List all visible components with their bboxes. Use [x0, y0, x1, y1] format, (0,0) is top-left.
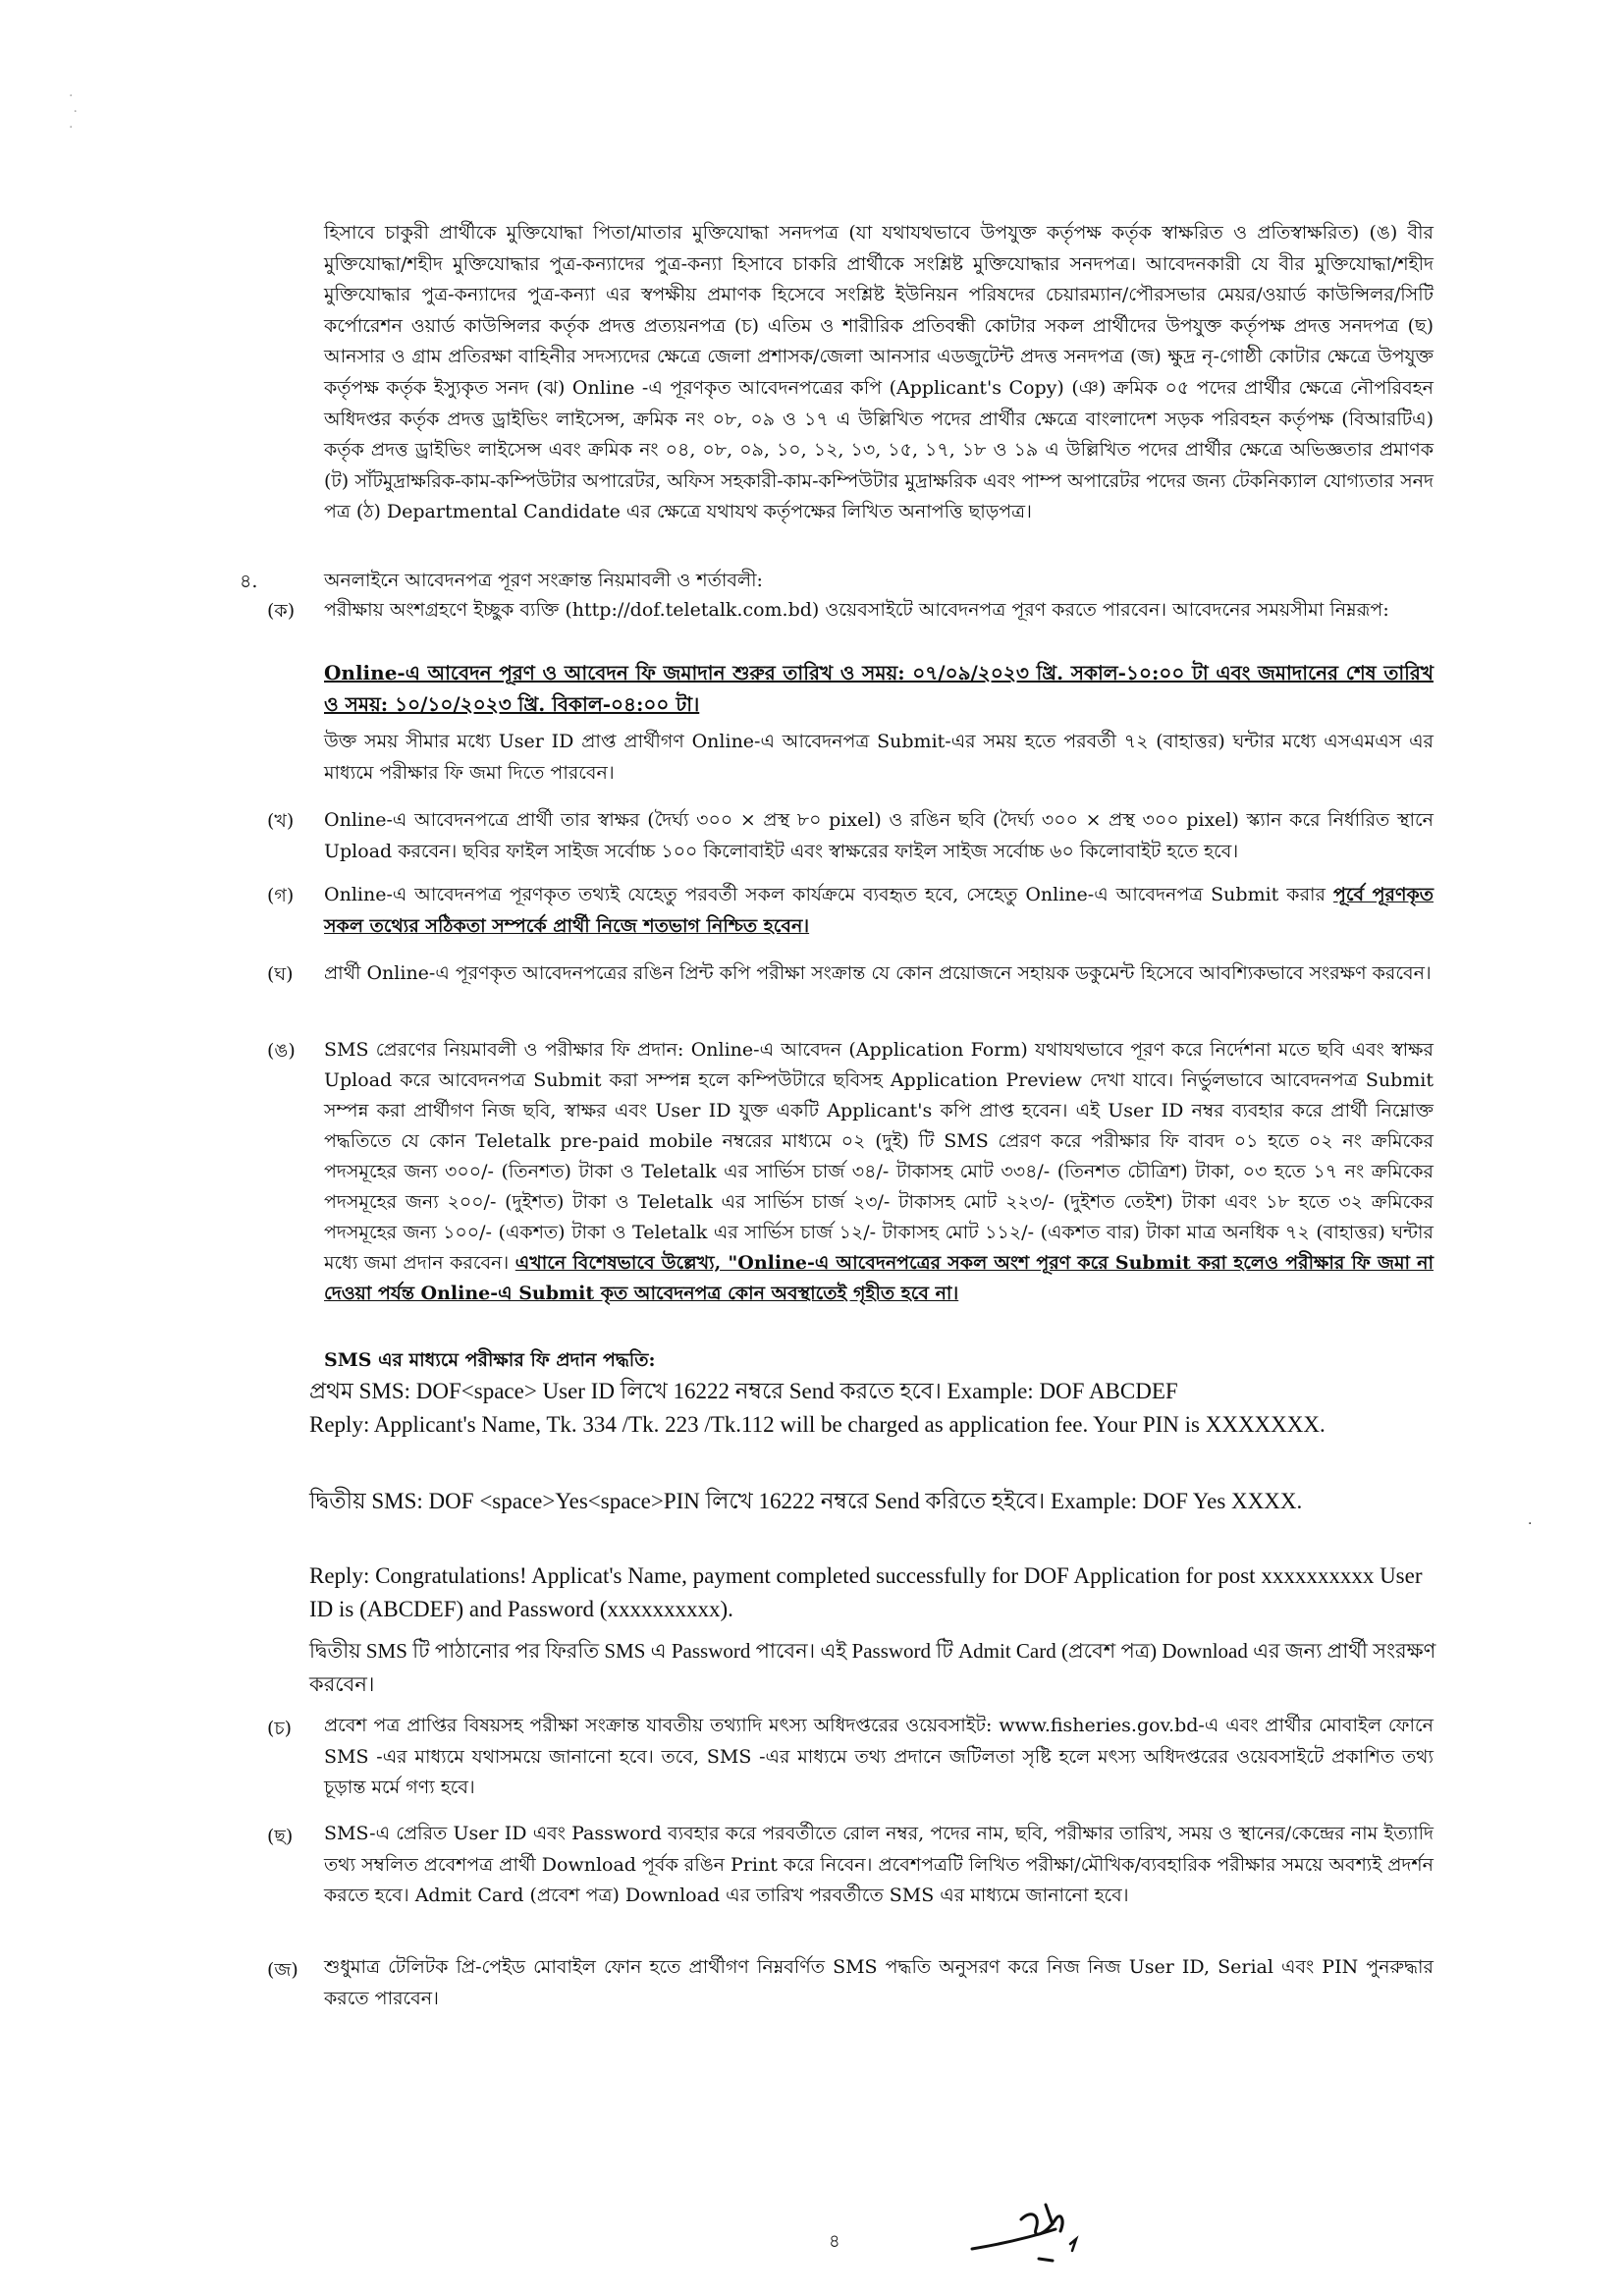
sms-second-reply: Reply: Congratulations! Applicat's Name, payment completed successfully for DOF Application for post xxxxxxxxxx User ID is (ABCDEF) and Password (xxxxxxxxxx).	[309, 1563, 1423, 1621]
item-cha-marker: (চ)	[267, 1718, 293, 1739]
item-cha-text: প্রবেশ পত্র প্রাপ্তির বিষয়সহ পরীক্ষা সংক্রান্ত যাবতীয় তথ্যাদি মৎস্য অধিদপ্তরের ওয়েবসাইট: www.fisheries.gov.bd-এ এবং প্রার্থীর মোবাইল ফোনে SMS -এর মাধ্যমে যথাসময়ে জানানো হবে। তবে, SMS -এর মাধ্যমে তথ্য প্রদানে জটিলতা সৃষ্টি হলে মৎস্য অধিদপ্তরের ওয়েবসাইটে প্রকাশিত তথ্য চূড়ান্ত মর্মে গণ্য হবে।	[324, 1715, 1434, 1799]
item-chha-marker: (ছ)	[267, 1826, 294, 1847]
item-gha-text: প্রার্থী Online-এ পূরণকৃত আবেদনপত্রের রঙিন প্রিন্ট কপি পরীক্ষা সংক্রান্ত যে কোন প্রয়োজনে সহায়ক ডকুমেন্ট হিসেবে আবশ্যিকভাবে সংরক্ষণ করবেন।	[324, 962, 1432, 984]
item-ka-marker: (ক)	[267, 600, 296, 622]
item-ka-followup: উক্ত সময় সীমার মধ্যে User ID প্রাপ্ত প্রার্থীগণ Online-এ আবেদনপত্র Submit-এর সময় হতে পরবর্তী ৭২ (বাহাত্তর) ঘন্টার মধ্যে এসএমএস এর মাধ্যমে পরীক্ষার ফি জমা দিতে পারবেন।	[324, 731, 1434, 784]
item-ka-text: পরীক্ষায় অংশগ্রহণে ইচ্ছুক ব্যক্তি (http://dof.teletalk.com.bd) ওয়েবসাইটে আবেদনপত্র পূরণ করতে পারবেন। আবেদনের সময়সীমা নিম্নরূপ:	[324, 599, 1389, 621]
item-uma-body: SMS প্রেরণের নিয়মাবলী ও পরীক্ষার ফি প্রদান: Online-এ আবেদন (Application Form) যথাযথভাবে পূরণ করে নির্দেশনা মতে ছবি এবং স্বাক্ষর Upload করে আবেদনপত্র Submit করা সম্পন্ন হলে কম্পিউটারে ছবিসহ Application Preview দেখা যাবে। নির্ভুলভাবে আবেদনপত্র Submit সম্পন্ন করা প্রার্থীগণ নিজ ছবি, স্বাক্ষর এবং User ID যুক্ত একটি Applicant's কপি প্রাপ্ত হবেন। এই User ID নম্বর ব্যবহার করে প্রার্থী নিম্নোক্ত পদ্ধতিতে যে কোন Teletalk pre-paid mobile নম্বরের মাধ্যমে ০২ (দুই) টি SMS প্রেরণ করে পরীক্ষার ফি বাবদ ০১ হতে ০২ নং ক্রমিকের পদসমূহের জন্য ৩০০/- (তিনশত) টাকা ও Teletalk এর সার্ভিস চার্জ ৩৪/- টাকাসহ মোট ৩৩৪/- (তিনশত চৌত্রিশ) টাকা, ০৩ হতে ১৭ নং ক্রমিকের পদসমূহের জন্য ২০০/- (দুইশত) টাকা ও Teletalk এর সার্ভিস চার্জ ২৩/- টাকাসহ মোট ২২৩/- (দুইশত তেইশ) টাকা এবং ১৮ হতে ৩২ ক্রমিকের পদসমূহের জন্য ১০০/- (একশত) টাকা ও Teletalk এর সার্ভিস চার্জ ১২/- টাকাসহ মোট ১১২/- (একশত বার) টাকা মাত্র অনধিক ৭২ (বাহাত্তর) ঘন্টার মধ্যে জমা প্রদান করবেন।	[324, 1039, 1434, 1274]
item-uma-emphasis: এখানে বিশেষভাবে উল্লেখ্য, "Online-এ আবেদনপত্রের সকল অংশ পূরণ করে Submit করা হলেও পরীক্ষার ফি জমা না দেওয়া পর্যন্ত Online-এ Submit কৃত আবেদনপত্র কোন অবস্থাতেই গৃহীত হবে না।	[324, 1252, 1434, 1304]
item-ga-marker: (গ)	[267, 885, 295, 906]
page-number: ৪	[829, 2231, 840, 2252]
item-ja-text: শুধুমাত্র টেলিটক প্রি-পেইড মোবাইল ফোন হতে প্রার্থীগণ নিম্নবর্ণিত SMS পদ্ধতি অনুসরণ করে নিজ নিজ User ID, Serial এবং PIN পুনরুদ্ধার করতে পারবেন।	[324, 1956, 1434, 2009]
item-chha-text: SMS-এ প্রেরিত User ID এবং Password ব্যবহার করে পরবর্তীতে রোল নম্বর, পদের নাম, ছবি, পরীক্ষার তারিখ, সময় ও স্থানের/কেন্দ্রের নাম ইত্যাদি তথ্য সম্বলিত প্রবেশপত্র প্রার্থী Download পূর্বক রঙিন Print করে নিবেন। প্রবেশপত্রটি লিখিত পরীক্ষা/মৌখিক/ব্যবহারিক পরীক্ষার সময়ে অবশ্যই প্রদর্শন করতে হবে। Admit Card (প্রবেশ পত্র) Download এর তারিখ পরবর্তীতে SMS এর মাধ্যমে জানানো হবে।	[324, 1823, 1434, 1907]
sms-after-note: দ্বিতীয় SMS টি পাঠানোর পর ফিরতি SMS এ Password পাবেন। এই Password টি Admit Card (প্রবেশ পত্র) Download এর জন্য প্রার্থী সংরক্ষণ করবেন।	[309, 1639, 1436, 1696]
section-number: ৪.	[240, 571, 258, 592]
item-ka-deadline: Online-এ আবেদন পূরণ ও আবেদন ফি জমাদান শুরুর তারিখ ও সময়: ০৭/০৯/২০২৩ খ্রি. সকাল-১০:০০ টা এবং জমাদানের শেষ তারিখ ও সময়: ১০/১০/২০২৩ খ্রি. বিকাল-০৪:০০ টা।	[324, 661, 1434, 716]
sms-heading: SMS এর মাধ্যমে পরীক্ষার ফি প্রদান পদ্ধতি:	[324, 1349, 656, 1371]
intro-paragraph: হিসাবে চাকুরী প্রার্থীকে মুক্তিযোদ্ধা পিতা/মাতার মুক্তিযোদ্ধা সনদপত্র (যা যথাযথভাবে উপযুক্ত কর্তৃপক্ষ কর্তৃক স্বাক্ষরিত ও প্রতিস্বাক্ষরিত) (ঙ) বীর মুক্তিযোদ্ধা/শহীদ মুক্তিযোদ্ধার পুত্র-কন্যাদের পুত্র-কন্যা হিসাবে চাকরি প্রার্থীকে সংশ্লিষ্ট মুক্তিযোদ্ধার সনদপত্র। আবেদনকারী যে বীর মুক্তিযোদ্ধা/শহীদ মুক্তিযোদ্ধার পুত্র-কন্যাদের পুত্র-কন্যা এর স্বপক্ষীয় প্রমাণক হিসেবে সংশ্লিষ্ট ইউনিয়ন পরিষদের চেয়ারম্যান/পৌরসভার মেয়র/ওয়ার্ড কাউন্সিলর/সিটি কর্পোরেশন ওয়ার্ড কাউন্সিলর কর্তৃক প্রদত্ত প্রত্যয়নপত্র (চ) এতিম ও শারীরিক প্রতিবন্ধী কোটার সকল প্রার্থীদের উপযুক্ত কর্তৃপক্ষ প্রদত্ত সনদপত্র (ছ) আনসার ও গ্রাম প্রতিরক্ষা বাহিনীর সদস্যদের ক্ষেত্রে জেলা প্রশাসক/জেলা আনসার এডজুটেন্ট প্রদত্ত সনদপত্র (জ) ক্ষুদ্র নৃ-গোষ্ঠী কোটার ক্ষেত্রে উপযুক্ত কর্তৃপক্ষ কর্তৃক ইস্যুকৃত সনদ (ঝ) Online -এ পূরণকৃত আবেদনপত্রের কপি (Applicant's Copy) (ঞ) ক্রমিক ০৫ পদের প্রার্থীর ক্ষেত্রে নৌপরিবহন অধিদপ্তর কর্তৃক প্রদত্ত ড্রাইভিং লাইসেন্স, ক্রমিক নং ০৮, ০৯ ও ১৭ এ উল্লিখিত পদের প্রার্থীর ক্ষেত্রে বাংলাদেশ সড়ক পরিবহন কর্তৃপক্ষ (বিআরটিএ) কর্তৃক প্রদত্ত ড্রাইভিং লাইসেন্স এবং ক্রমিক নং ০৪, ০৮, ০৯, ১০, ১২, ১৩, ১৫, ১৭, ১৮ ও ১৯ এ উল্লিখিত পদের প্রার্থীর ক্ষেত্রে অভিজ্ঞতার প্রমাণক (ট) সাঁটমুদ্রাক্ষরিক-কাম-কম্পিউটার অপারেটর, অফিস সহকারী-কাম-কম্পিউটার মুদ্রাক্ষরিক এবং পাম্প অপারেটর পদের জন্য টেকনিক্যাল যোগ্যতার সনদ পত্র (ঠ) Departmental Candidate এর ক্ষেত্রে যথাযথ কর্তৃপক্ষের লিখিত অনাপত্তি ছাড়পত্র।	[324, 222, 1434, 523]
sms-first: প্রথম SMS: DOF<space> User ID লিখে 16222 নম্বরে Send করতে হবে। Example: DOF ABCDEF	[309, 1379, 1178, 1403]
sms-second: দ্বিতীয় SMS: DOF <space>Yes<space>PIN লিখে 16222 নম্বরে Send করিতে হইবে। Example: DOF Yes XXXX.	[309, 1489, 1303, 1513]
signature-icon	[962, 2190, 1119, 2278]
section-heading: অনলাইনে আবেদনপত্র পূরণ সংক্রান্ত নিয়মাবলী ও শর্তাবলী:	[324, 570, 763, 591]
margin-speck: ·	[1528, 1516, 1533, 1532]
item-uma-text	[324, 1035, 1434, 1309]
item-uma-marker: (ঙ)	[267, 1040, 296, 1062]
item-gha-marker: (ঘ)	[267, 963, 294, 985]
item-ga-emphasis: পূর্বে পূরণকৃত সকল তথ্যের সঠিকতা সম্পর্কে প্রার্থী নিজে শতভাগ নিশ্চিত হবেন।	[324, 884, 1435, 937]
item-kha-marker: (খ)	[267, 810, 295, 832]
item-ga-body: Online-এ আবেদনপত্র পূরণকৃত তথ্যই যেহেতু পরবর্তী সকল কার্যক্রমে ব্যবহৃত হবে, সেহেতু Online-এ আবেদনপত্র Submit করার	[324, 884, 1326, 905]
sms-first-reply: Reply: Applicant's Name, Tk. 334 /Tk. 223 /Tk.112 will be charged as application fee. Your PIN is XXXXXXX.	[309, 1412, 1326, 1437]
item-ga-text	[324, 880, 1434, 942]
item-ja-marker: (জ)	[267, 1959, 298, 1981]
scan-specks: · · ·	[69, 88, 78, 136]
item-kha-text: Online-এ আবেদনপত্রে প্রার্থী তার স্বাক্ষর (দৈর্ঘ্য ৩০০ × প্রস্থ ৮০ pixel) ও রঙিন ছবি (দৈর্ঘ্য ৩০০ × প্রস্থ ৩০০ pixel) স্ক্যান করে নির্ধারিত স্থানে Upload করবেন। ছবির ফাইল সাইজ সর্বোচ্চ ১০০ কিলোবাইট এবং স্বাক্ষরের ফাইল সাইজ সর্বোচ্চ ৬০ কিলোবাইট হতে হবে।	[324, 809, 1434, 862]
